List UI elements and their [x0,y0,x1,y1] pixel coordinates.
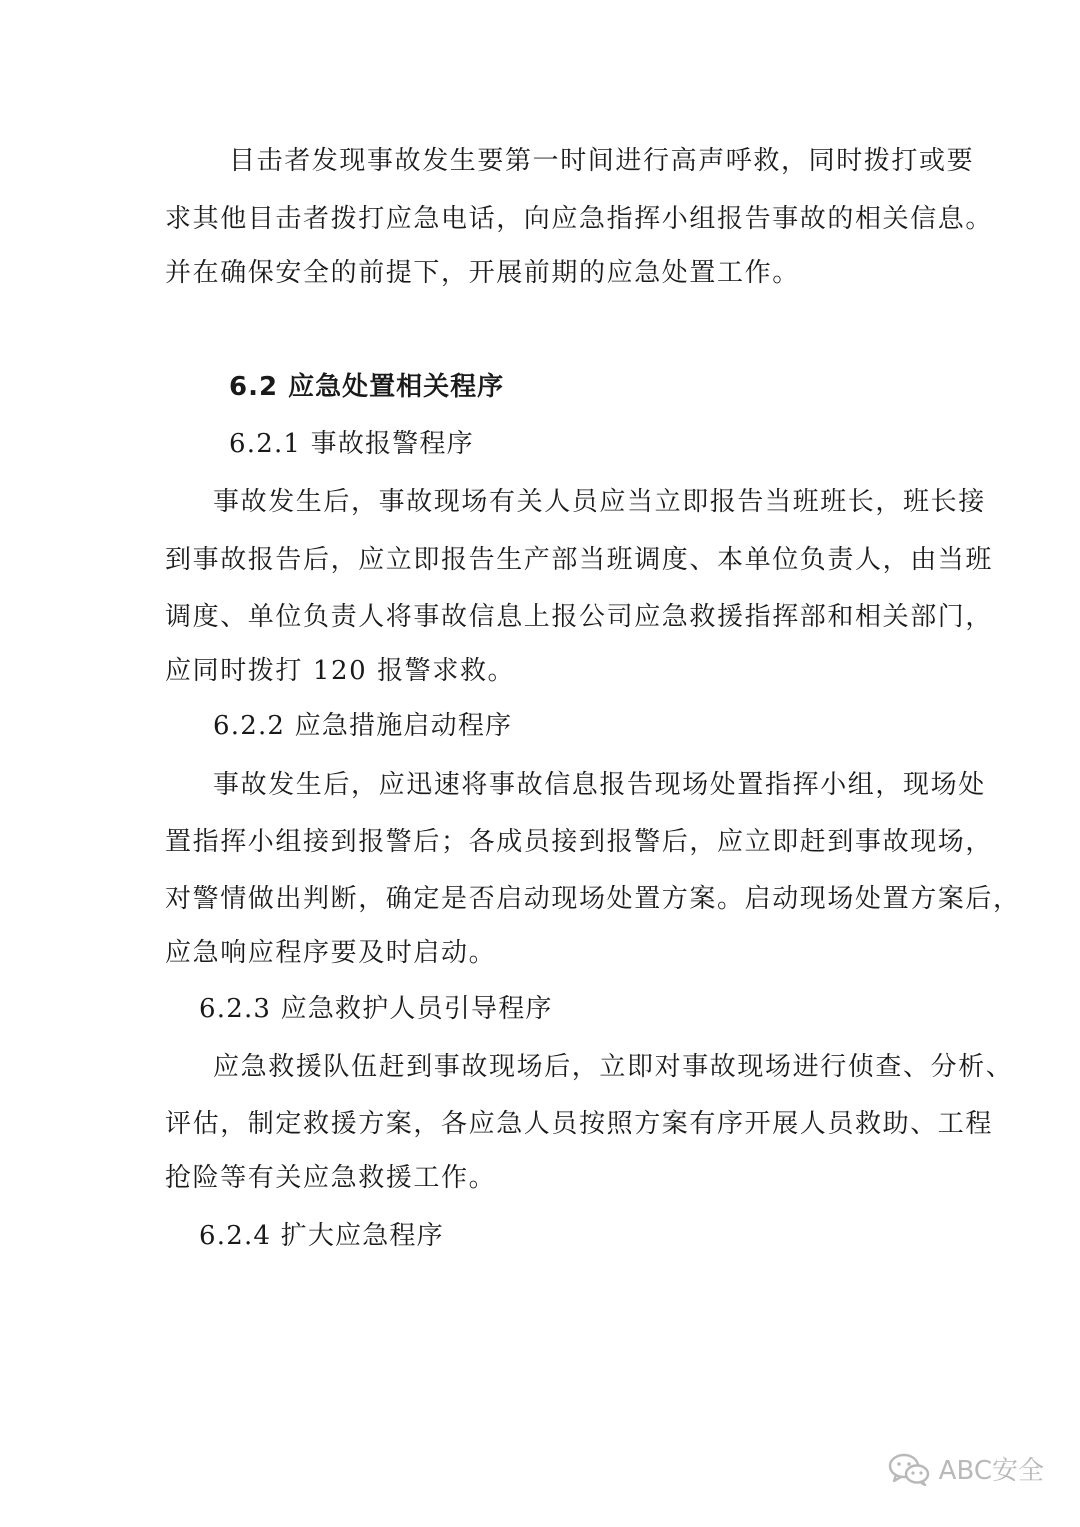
subsection-title-6-2-2: 6.2.2 应急措施启动程序 [213,711,513,741]
subsection-title-6-2-4: 6.2.4 扩大应急程序 [199,1221,444,1251]
sub1-line-1: 事故发生后，事故现场有关人员应当立即报告当班班长，班长接 [213,487,986,517]
sub3-line-2: 评估，制定救援方案，各应急人员按照方案有序开展人员救助、工程 [165,1109,994,1139]
watermark [887,1450,1044,1487]
sub1-line-2: 到事故报告后，应立即报告生产部当班调度、本单位负责人，由当班 [165,545,994,575]
sub3-line-1: 应急救援队伍赶到事故现场后，立即对事故现场进行侦查、分析、 [213,1052,1014,1082]
subsection-title-6-2-3: 6.2.3 应急救护人员引导程序 [199,994,553,1024]
sub2-line-2: 置指挥小组接到报警后；各成员接到报警后，应立即赶到事故现场， [165,827,994,857]
wechat-icon [887,1452,931,1486]
sub1-line-3: 调度、单位负责人将事故信息上报公司应急救援指挥部和相关部门， [165,602,994,632]
sub3-line-3: 抢险等有关应急救援工作。 [165,1163,497,1193]
subsection-title-6-2-1: 6.2.1 事故报警程序 [229,429,474,459]
sub1-line-4: 应同时拨打 120 报警求救。 [165,656,516,686]
intro-line-3: 并在确保安全的前提下，开展前期的应急处置工作。 [165,258,800,288]
intro-line-1: 目击者发现事故发生要第一时间进行高声呼救，同时拨打或要 [229,146,975,176]
watermark-text: ABC安全 [938,1456,1044,1486]
sub2-line-1: 事故发生后，应迅速将事故信息报告现场处置指挥小组，现场处 [213,770,986,800]
sub2-line-4: 应急响应程序要及时启动。 [165,938,497,968]
sub2-line-3: 对警情做出判断，确定是否启动现场处置方案。启动现场处置方案后， [165,884,1021,914]
intro-line-2: 求其他目击者拨打应急电话，向应急指挥小组报告事故的相关信息。 [165,204,994,234]
section-heading: 6.2 应急处置相关程序 [229,372,505,402]
